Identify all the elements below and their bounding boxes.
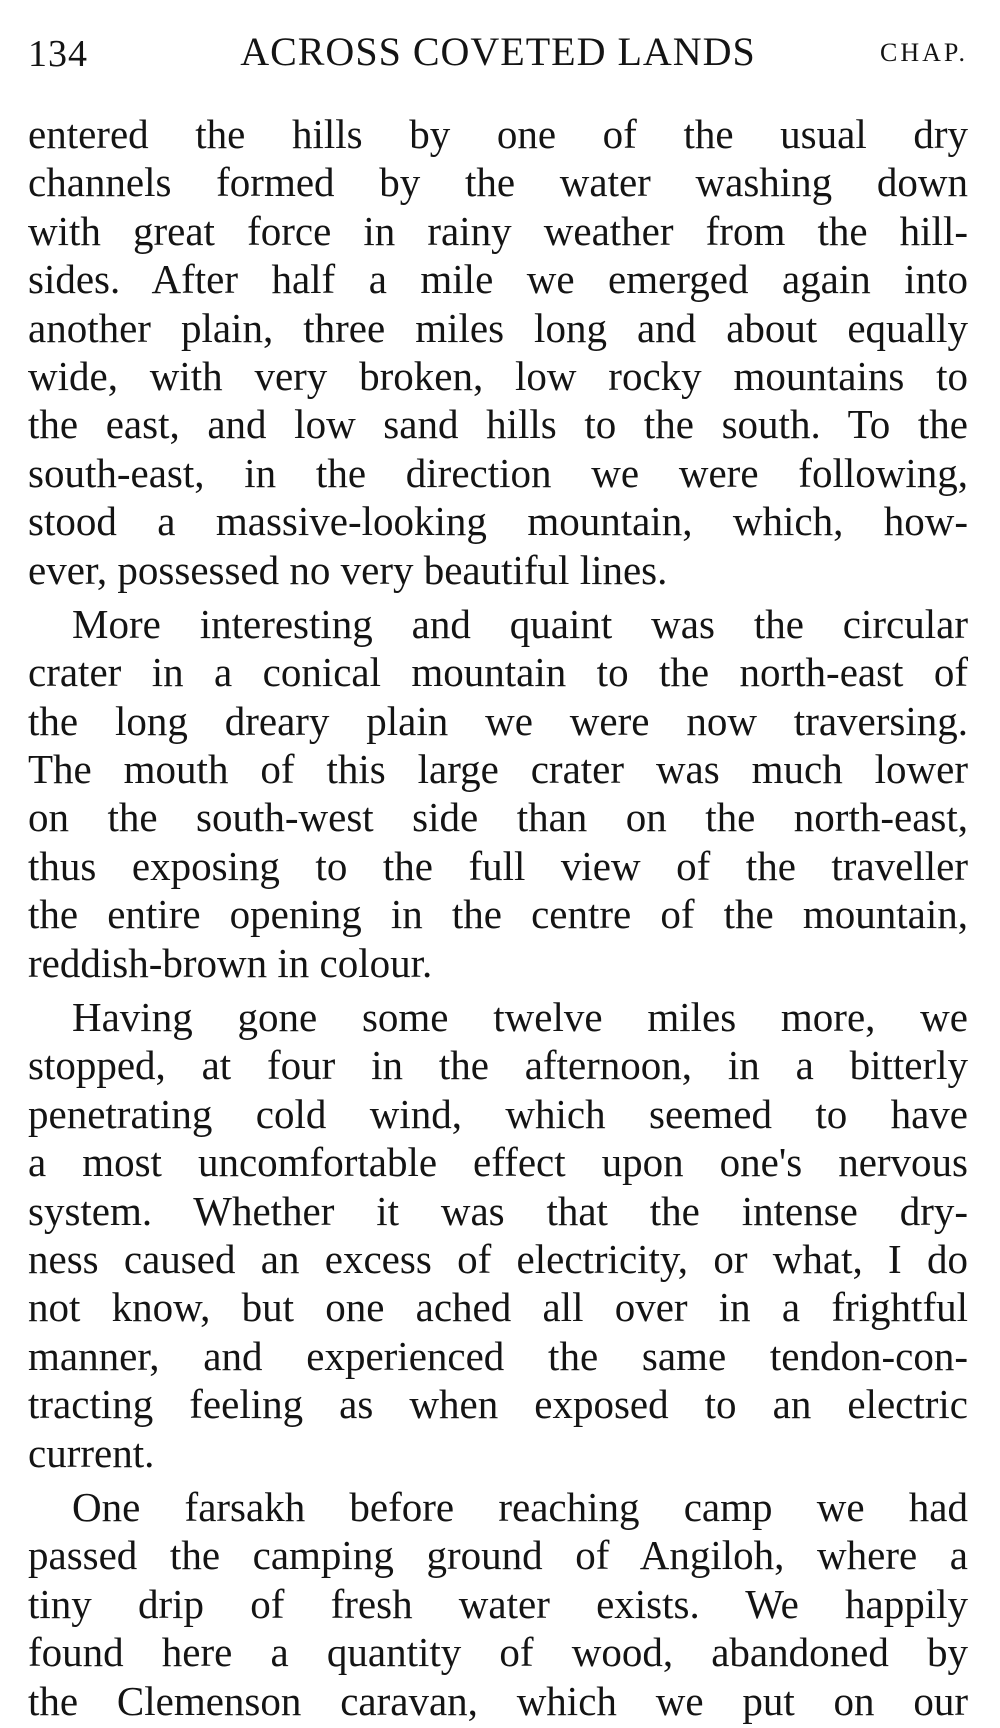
text-line: the entire opening in the centre of the mountain, [28,891,968,938]
paragraph-4 [28,1483,968,1725]
text-line: wide, with very broken, low rocky mountains to [28,352,968,399]
text-line: not know, but one ached all over in a frightful [28,1284,968,1331]
text-line: tiny drip of fresh water exists. We happily [28,1580,968,1627]
text-line: stopped, at four in the afternoon, in a bitterly [28,1042,968,1089]
text-line: a most uncomfortable effect upon one's nervous [28,1139,968,1186]
text-line: tracting feeling as when exposed to an electric [28,1381,968,1428]
text-line: system. Whether it was that the intense dry- [28,1187,968,1234]
text-line: stood a massive-looking mountain, which, how- [28,498,968,545]
text-line: reddish-brown in colour. [28,939,433,986]
text-line: The mouth of this large crater was much lower [28,746,968,793]
text-line: Having gone some twelve miles more, we [72,994,968,1041]
text-line: crater in a conical mountain to the north-east of [28,649,968,696]
text-line: manner, and experienced the same tendon-con- [28,1332,968,1379]
text-line: with great force in rainy weather from the hill- [28,207,968,254]
text-line: thus exposing to the full view of the traveller [28,842,968,889]
text-line: the Clemenson caravan, which we put on our [28,1677,968,1724]
text-line: the long dreary plain we were now traversing. [28,697,968,744]
book-title: ACROSS COVETED LANDS [240,29,756,74]
text-line: on the south-west side than on the north-east, [28,794,968,841]
text-line: passed the camping ground of Angiloh, where a [28,1532,968,1579]
text-line: channels formed by the water washing down [28,159,968,206]
text-line: One farsakh before reaching camp we had [72,1483,968,1530]
text-line: south-east, in the direction we were following, [28,449,968,496]
text-line: More interesting and quaint was the circular [72,600,968,647]
paragraph-2 [28,600,968,987]
text-line: penetrating cold wind, which seemed to have [28,1090,968,1137]
text-line: sides. After half a mile we emerged again into [28,256,968,303]
text-line: another plain, three miles long and about equally [28,304,968,351]
paragraph-1 [28,110,968,594]
text-line: found here a quantity of wood, abandoned by [28,1629,968,1676]
paragraph-3 [28,993,968,1477]
chapter-label: CHAP. [880,38,968,67]
text-line: ness caused an excess of electricity, or what, I do [28,1235,968,1282]
text-line: ever, possessed no very beautiful lines. [28,546,668,593]
text-line: the east, and low sand hills to the south. To the [28,401,968,448]
text-line: entered the hills by one of the usual dry [28,111,968,157]
body-text [28,110,968,1725]
running-head [28,22,968,82]
page-number: 134 [28,33,88,75]
text-line: current. [28,1429,155,1476]
